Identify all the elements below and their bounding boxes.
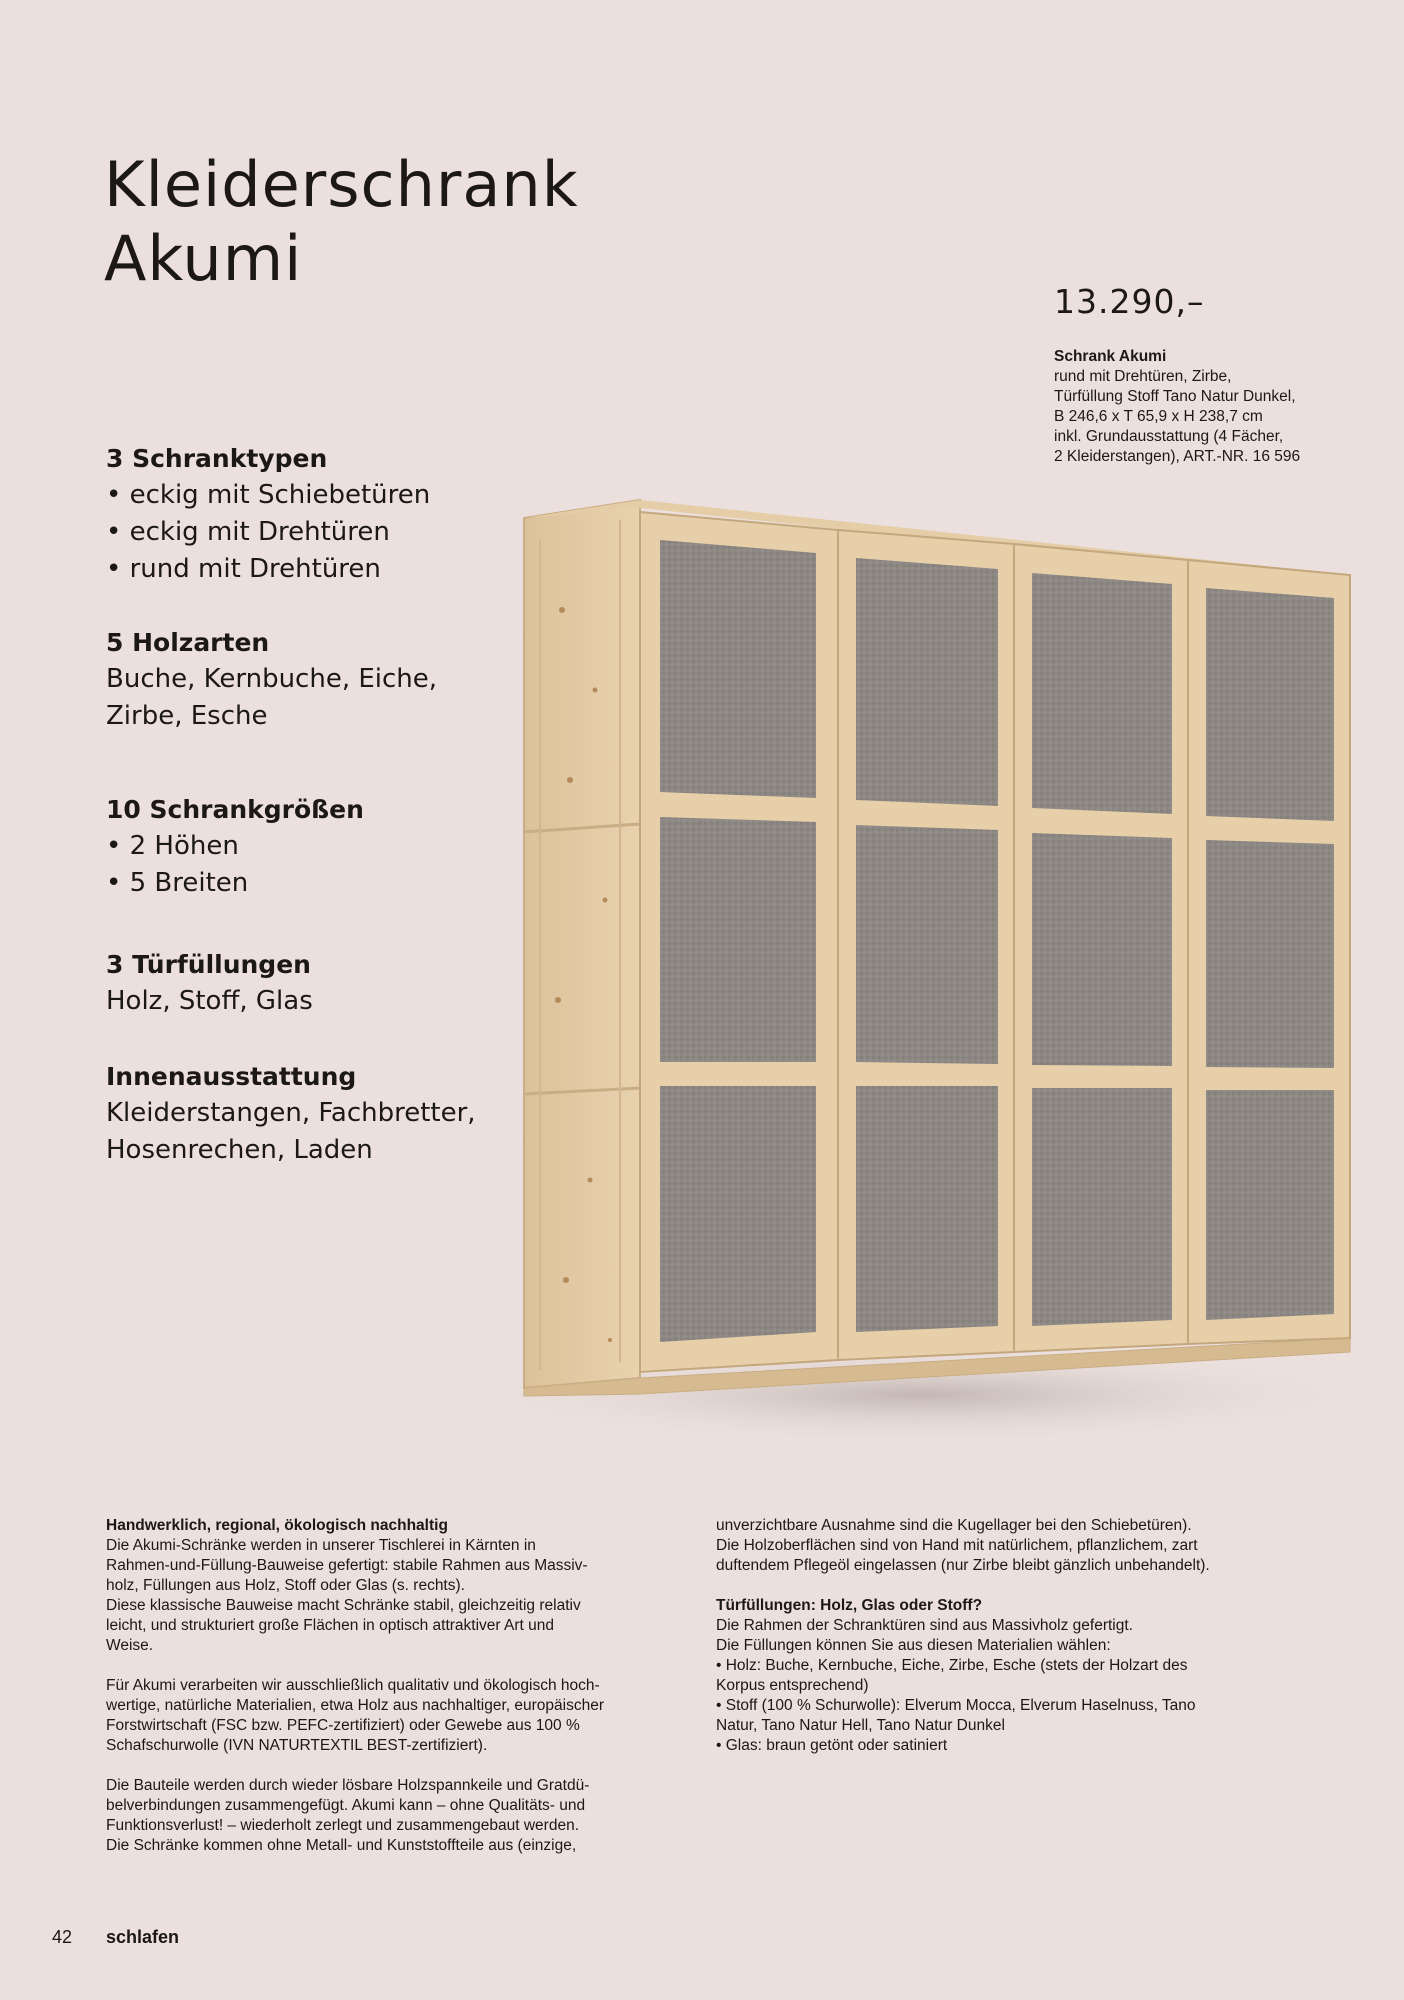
product-detail-line: B 246,6 x T 65,9 x H 238,7 cm — [1054, 408, 1263, 425]
section-heading: Handwerklich, regional, ökologisch nachhaltig — [106, 1517, 448, 1534]
paragraph-line: Die Schränke kommen ohne Metall- und Kunststoffteile aus (einzige, — [106, 1837, 577, 1854]
paragraph-line: Die Füllungen können Sie aus diesen Materialien wählen: — [716, 1637, 1111, 1654]
text-column-left — [106, 1496, 686, 1876]
feature-line: Holz, Stoff, Glas — [106, 986, 313, 1016]
paragraph-line: Die Bauteile werden durch wieder lösbare Holzspannkeile und Gratdü- — [106, 1777, 590, 1794]
paragraph-line: belverbindungen zusammengefügt. Akumi kann – ohne Qualitäts- und — [106, 1797, 586, 1814]
product-detail-line: Türfüllung Stoff Tano Natur Dunkel, — [1054, 388, 1296, 405]
paragraph-line: • Holz: Buche, Kernbuche, Eiche, Zirbe, Esche (stets der Holzart des — [716, 1657, 1188, 1674]
feature-line: Hosenrechen, Laden — [106, 1135, 373, 1165]
feature-line: • 5 Breiten — [106, 868, 249, 898]
feature-interior — [106, 1058, 476, 1169]
paragraph-line: holz, Füllungen aus Holz, Stoff oder Glas (s. rechts). — [106, 1577, 465, 1594]
feature-line: Kleiderstangen, Fachbretter, — [106, 1098, 476, 1128]
feature-line: • eckig mit Schiebetüren — [106, 480, 431, 510]
feature-cabinet-types — [106, 440, 430, 588]
product-name: Schrank Akumi — [1054, 348, 1167, 365]
paragraph-line: Schafschurwolle (IVN NATURTEXTIL BEST-zertifiziert). — [106, 1737, 488, 1754]
feature-heading: 3 Schranktypen — [106, 444, 328, 473]
text-column-right — [716, 1496, 1296, 1776]
door-1 — [640, 512, 838, 1372]
feature-heading: 5 Holzarten — [106, 628, 270, 657]
feature-cabinet-sizes — [106, 791, 364, 902]
paragraph-line: Rahmen-und-Füllung-Bauweise gefertigt: stabile Rahmen aus Massiv- — [106, 1557, 588, 1574]
feature-line: • eckig mit Drehtüren — [106, 517, 390, 547]
page-number: 42 — [52, 1927, 73, 1947]
product-description — [1054, 347, 1354, 467]
feature-heading: 10 Schrankgrößen — [106, 795, 364, 824]
paragraph-line: wertige, natürliche Materialien, etwa Holz aus nachhaltiger, europäischer — [106, 1697, 604, 1714]
wardrobe-image — [500, 480, 1360, 1470]
door-4 — [1188, 560, 1350, 1344]
paragraph-line: unverzichtbare Ausnahme sind die Kugellager bei den Schiebetüren). — [716, 1517, 1192, 1534]
paragraph-line: Funktionsverlust! – wiederholt zerlegt und zusammengebaut werden. — [106, 1817, 580, 1834]
feature-line: • 2 Höhen — [106, 831, 239, 861]
paragraph-line: • Stoff (100 % Schurwolle): Elverum Mocca, Elverum Haselnuss, Tano — [716, 1697, 1196, 1714]
paragraph-line: Natur, Tano Natur Hell, Tano Natur Dunkel — [716, 1717, 1005, 1734]
feature-line: Zirbe, Esche — [106, 701, 268, 731]
paragraph-line: Für Akumi verarbeiten wir ausschließlich qualitativ und ökologisch hoch- — [106, 1677, 600, 1694]
paragraph-line: Die Akumi-Schränke werden in unserer Tischlerei in Kärnten in — [106, 1537, 536, 1554]
paragraph-line: Korpus entsprechend) — [716, 1677, 869, 1694]
paragraph-line: duftendem Pflegeöl eingelassen (nur Zirbe bleibt gänzlich unbehandelt). — [716, 1557, 1210, 1574]
paragraph-line: Die Rahmen der Schranktüren sind aus Massivholz gefertigt. — [716, 1617, 1133, 1634]
paragraph-line: • Glas: braun getönt oder satiniert — [716, 1737, 948, 1754]
product-detail-line: 2 Kleiderstangen), ART.-NR. 16 596 — [1054, 448, 1301, 465]
product-detail-line: rund mit Drehtüren, Zirbe, — [1054, 368, 1232, 385]
paragraph-line: leicht, und strukturiert große Flächen in optisch attraktiver Art und — [106, 1617, 554, 1634]
door-2 — [838, 530, 1014, 1360]
feature-heading: Innenausstattung — [106, 1062, 357, 1091]
paragraph-line: Weise. — [106, 1637, 154, 1654]
paragraph-line: Forstwirtschaft (FSC bzw. PEFC-zertifiziert) oder Gewebe aus 100 % — [106, 1717, 580, 1734]
paragraph-line: Diese klassische Bauweise macht Schränke stabil, gleichzeitig relativ — [106, 1597, 581, 1614]
feature-door-fillings — [106, 946, 313, 1020]
section-heading: Türfüllungen: Holz, Glas oder Stoff? — [716, 1597, 983, 1614]
feature-line: Buche, Kernbuche, Eiche, — [106, 664, 438, 694]
page-title-line-1: Kleiderschrank — [104, 148, 579, 221]
section-label: schlafen — [106, 1927, 180, 1947]
page-title — [104, 148, 579, 296]
paragraph-line: Die Holzoberflächen sind von Hand mit natürlichem, pflanzlichem, zart — [716, 1537, 1198, 1554]
page-title-line-2: Akumi — [104, 222, 303, 295]
door-3 — [1014, 544, 1188, 1352]
feature-wood-types — [106, 624, 437, 735]
feature-heading: 3 Türfüllungen — [106, 950, 311, 979]
wardrobe-side — [524, 500, 640, 1388]
price: 13.290,– — [1054, 282, 1205, 321]
product-detail-line: inkl. Grundausstattung (4 Fächer, — [1054, 428, 1284, 445]
feature-line: • rund mit Drehtüren — [106, 554, 381, 584]
